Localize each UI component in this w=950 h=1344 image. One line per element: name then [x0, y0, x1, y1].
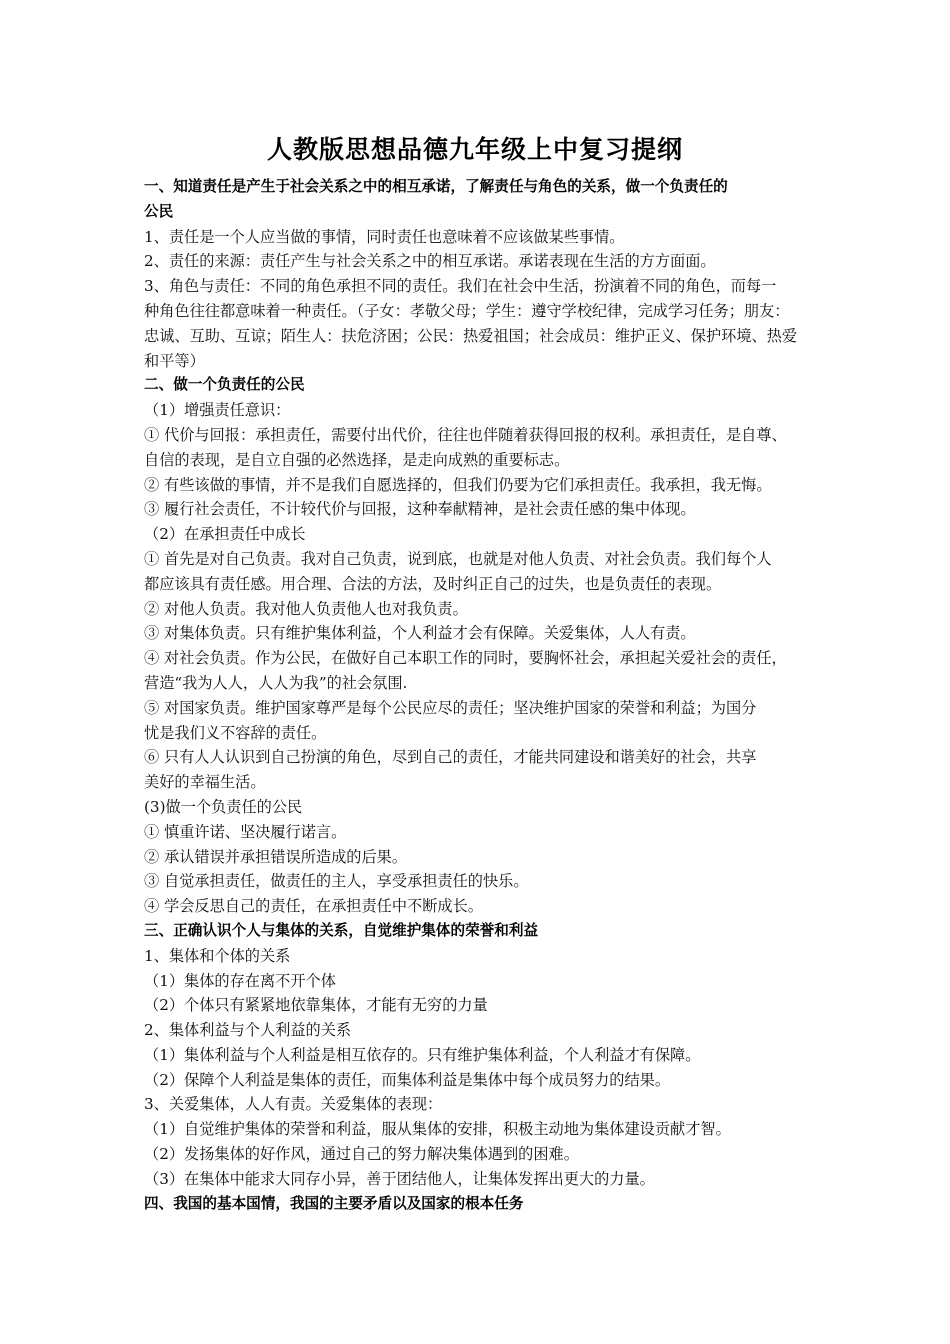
section-heading-line: 三、正确认识个人与集体的关系，自觉维护集体的荣誉和利益: [144, 921, 539, 939]
body-text-line: （1）集体的存在离不开个体: [144, 971, 336, 990]
section-heading-line: 公民: [144, 202, 174, 220]
body-text-line: ② 有些该做的事情，并不是我们自愿选择的，但我们仍要为它们承担责任。我承担，我无悔。: [144, 475, 772, 494]
body-text-line: 都应该具有责任感。用合理、合法的方法，及时纠正自己的过失，也是负责任的表现。: [144, 574, 722, 593]
body-text-line: （3）在集体中能求大同存小异，善于团结他人，让集体发挥出更大的力量。: [144, 1169, 655, 1188]
body-text-line: 1、责任是一个人应当做的事情，同时责任也意味着不应该做某些事情。: [144, 227, 625, 246]
body-text-line: ② 对他人负责。我对他人负责他人也对我负责。: [144, 599, 468, 618]
body-text-line: 和平等）: [144, 351, 205, 370]
document-title: 人教版思想品德九年级上中复习提纲: [266, 135, 683, 164]
body-text-line: 自信的表现，是自立自强的必然选择，是走向成熟的重要标志。: [144, 450, 570, 469]
body-text-line: （2）发扬集体的好作风，通过自己的努力解决集体遇到的困难。: [144, 1145, 579, 1164]
document-body: [144, 175, 816, 1216]
section-heading-line: 二、做一个负责任的公民: [144, 376, 305, 394]
body-text-line: 2、责任的来源：责任产生与社会关系之中的相互承诺。承诺表现在生活的方方面面。: [144, 252, 716, 271]
body-text-line: ③ 履行社会责任，不计较代价与回报，这种奉献精神，是社会责任感的集中体现。: [144, 500, 696, 519]
body-text-line: ③ 对集体负责。只有维护集体利益，个人利益才会有保障。关爱集体，人人有责。: [144, 624, 696, 643]
body-text-line: （2）在承担责任中成长: [144, 525, 306, 544]
body-text-line: （1）自觉维护集体的荣誉和利益，服从集体的安排，积极主动地为集体建设贡献才智。: [144, 1120, 731, 1139]
body-text-line: ① 慎重许诺、坚决履行诺言。: [144, 822, 347, 841]
body-text-line: ④ 对社会负责。作为公民，在做好自己本职工作的同时，要胸怀社会，承担起关爱社会的责任，: [144, 649, 787, 668]
body-text-line: 忠诚、互助、互谅；陌生人：扶危济困；公民：热爱祖国；社会成员：维护正义、保护环境、热爱: [144, 326, 798, 345]
body-text-line: ① 代价与回报：承担责任，需要付出代价，往往也伴随着获得回报的权利。承担责任，是自尊、: [144, 425, 787, 444]
body-text-line: ④ 学会反思自己的责任，在承担责任中不断成长。: [144, 897, 483, 916]
body-text-line: (3)做一个负责任的公民: [144, 797, 303, 816]
body-text-line: ⑤ 对国家负责。维护国家尊严是每个公民应尽的责任；坚决维护国家的荣誉和利益；为国分: [144, 698, 757, 717]
body-text-line: 忧是我们义不容辞的责任。: [144, 723, 327, 742]
section-heading-line: 四、我国的基本国情，我国的主要矛盾以及国家的根本任务: [144, 1194, 524, 1212]
body-text-line: ② 承认错误并承担错误所造成的后果。: [144, 847, 408, 866]
body-text-line: ⑥ 只有人人认识到自己扮演的角色，尽到自己的责任，才能共同建设和谐美好的社会，共享: [144, 748, 757, 767]
body-text-line: 3、关爱集体，人人有责。关爱集体的表现：: [144, 1095, 443, 1114]
body-text-line: （2）个体只有紧紧地依靠集体，才能有无穷的力量: [144, 996, 488, 1015]
body-text-line: 2、集体利益与个人利益的关系: [144, 1021, 352, 1040]
section-heading-line: 一、知道责任是产生于社会关系之中的相互承诺，了解责任与角色的关系，做一个负责任的: [144, 178, 728, 195]
body-text-line: ① 首先是对自己负责。我对自己负责，说到底，也就是对他人负责、对社会负责。我们每个人: [144, 549, 772, 568]
body-text-line: 美好的幸福生活。: [144, 773, 266, 792]
body-text-line: 1、集体和个体的关系: [144, 946, 291, 965]
body-text-line: （1）增强责任意识：: [144, 401, 291, 420]
body-text-line: 3、角色与责任：不同的角色承担不同的责任。我们在社会中生活，扮演着不同的角色，而每一: [144, 277, 777, 296]
body-text-line: 营造“我为人人，人人为我”的社会氛围.: [144, 673, 408, 692]
body-text-line: 种角色往往都意味着一种责任。（子女：孝敬父母；学生：遵守学校纪律，完成学习任务；朋友：: [144, 301, 790, 320]
body-text-line: （1）集体利益与个人利益是相互依存的。只有维护集体利益，个人利益才有保障。: [144, 1045, 701, 1064]
body-text-line: （2）保障个人利益是集体的责任，而集体利益是集体中每个成员努力的结果。: [144, 1070, 671, 1089]
body-text-line: ③ 自觉承担责任，做责任的主人，享受承担责任的快乐。: [144, 872, 529, 891]
